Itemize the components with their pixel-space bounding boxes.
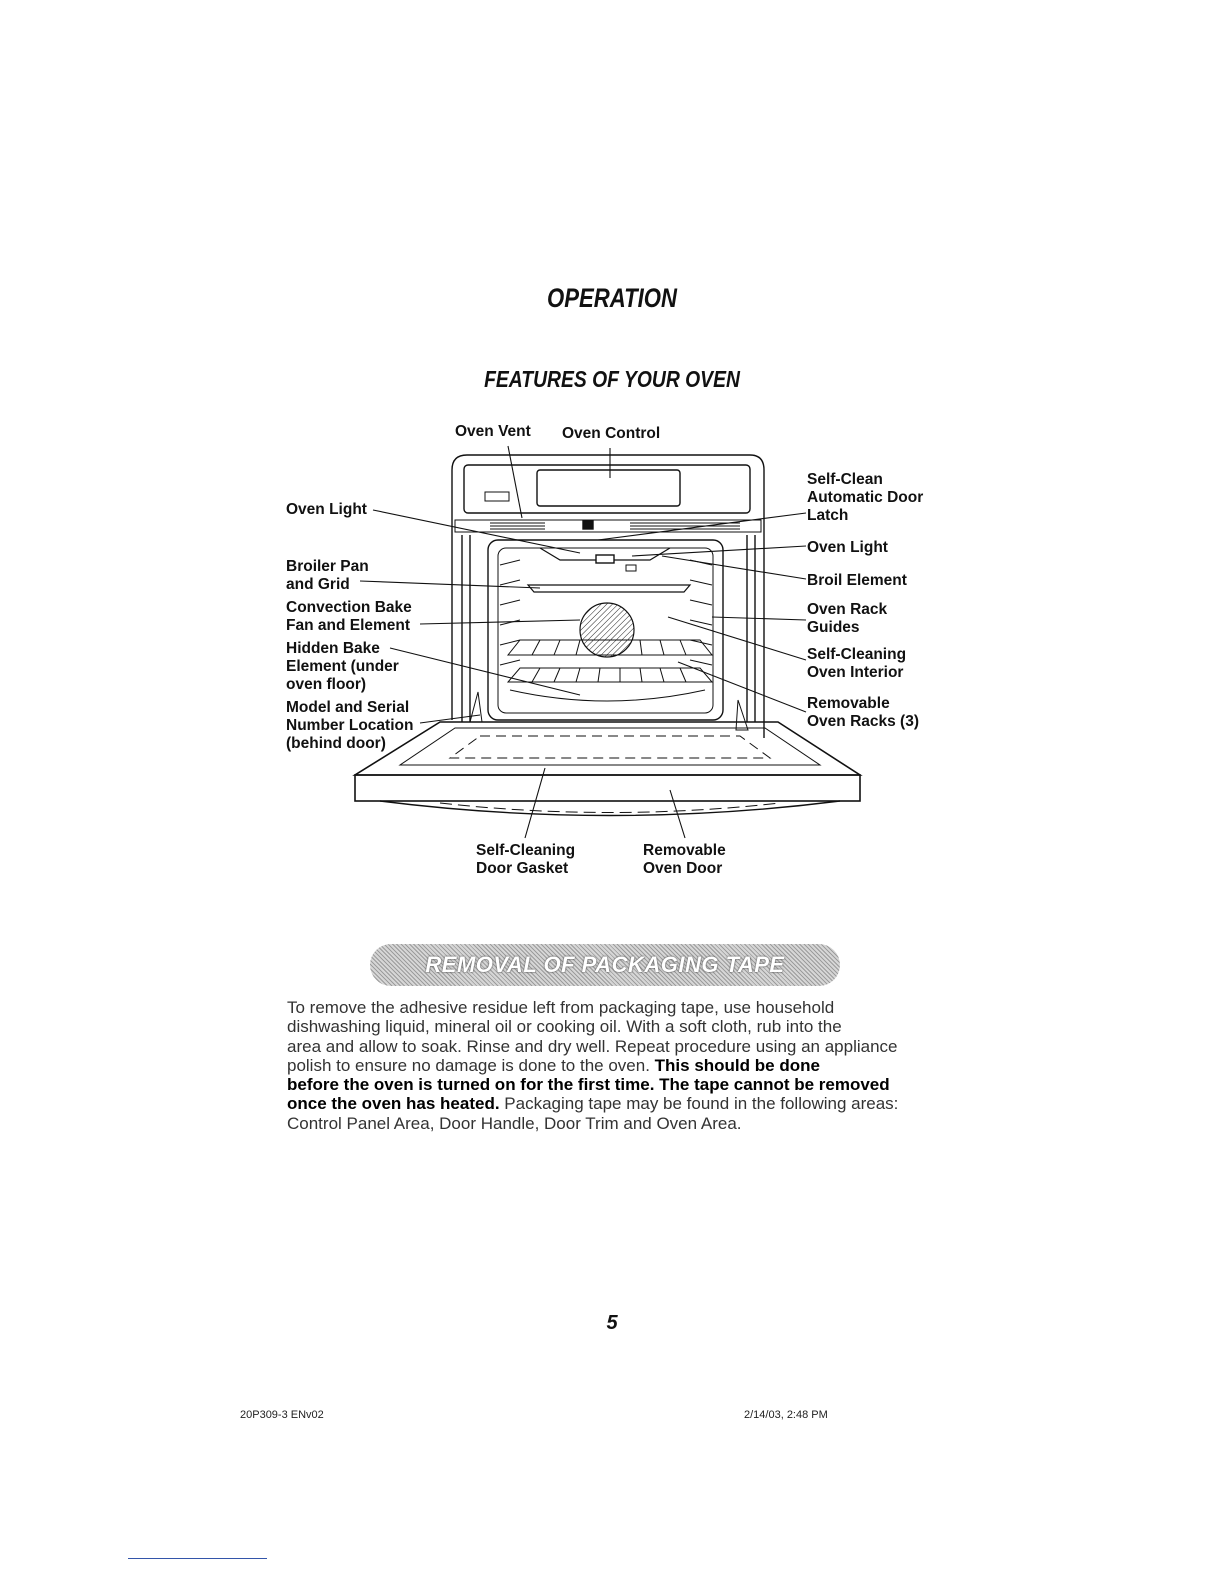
cabinet-outline — [452, 455, 764, 738]
paragraph-text: Packaging tape may be found in the following areas: — [499, 1094, 899, 1114]
banner-title: REMOVAL OF PACKAGING TAPE — [425, 952, 785, 977]
label-oven-rack-guides: Oven Rack Guides — [807, 601, 888, 636]
label-oven-light-right: Oven Light — [807, 539, 888, 556]
paragraph-bold: once the oven has heated. — [287, 1094, 500, 1114]
page-number: 5 — [606, 1312, 618, 1334]
label-oven-vent: Oven Vent — [455, 423, 531, 440]
label-broil-element: Broil Element — [807, 572, 907, 589]
label-oven-light-left: Oven Light — [286, 501, 367, 518]
paragraph-line — [287, 1094, 937, 1113]
subsection-heading: FEATURES OF YOUR OVEN — [484, 366, 740, 392]
brand-badge — [485, 492, 509, 501]
paragraph-line — [287, 1075, 937, 1094]
paragraph-line: dishwashing liquid, mineral oil or cooking oil. With a soft cloth, rub into the — [287, 1017, 842, 1037]
label-removable-door: Removable Oven Door — [643, 842, 726, 877]
label-hidden-bake: Hidden Bake Element (under oven floor) — [286, 640, 399, 693]
instructions-paragraph — [287, 998, 937, 1133]
label-door-gasket: Self-Cleaning Door Gasket — [476, 842, 576, 877]
label-removable-racks: Removable Oven Racks (3) — [807, 695, 919, 730]
section-heading: OPERATION — [547, 283, 677, 313]
paragraph-text: polish to ensure no damage is done to the oven. — [287, 1055, 655, 1075]
footer-rule — [128, 1558, 267, 1559]
oven-door — [355, 722, 860, 775]
label-self-clean-latch: Self-Clean Automatic Door Latch — [807, 471, 924, 524]
convection-fan — [580, 603, 634, 657]
paragraph-bold: before the oven is turned on for the first time. The tape cannot be removed — [287, 1075, 890, 1095]
section-banner — [370, 944, 840, 986]
paragraph-line: area and allow to soak. Rinse and dry well. Repeat procedure using an appliance — [287, 1036, 898, 1056]
paragraph-bold: This should be done — [654, 1055, 820, 1075]
paragraph-line — [287, 1056, 937, 1075]
footer-right: 2/14/03, 2:48 PM — [744, 1409, 828, 1421]
label-broiler-pan: Broiler Pan and Grid — [286, 558, 369, 593]
label-self-cleaning-interior: Self-Cleaning Oven Interior — [807, 646, 907, 681]
paragraph-line: To remove the adhesive residue left from packaging tape, use household — [287, 998, 835, 1017]
label-model-serial: Model and Serial Number Location (behind door) — [286, 699, 414, 752]
label-convection: Convection Bake Fan and Element — [286, 599, 412, 634]
footer-left: 20P309-3 ENv02 — [240, 1409, 324, 1421]
label-oven-control: Oven Control — [562, 425, 661, 442]
paragraph-line: Control Panel Area, Door Handle, Door Trim and Oven Area. — [287, 1113, 742, 1133]
control-display — [537, 470, 680, 506]
